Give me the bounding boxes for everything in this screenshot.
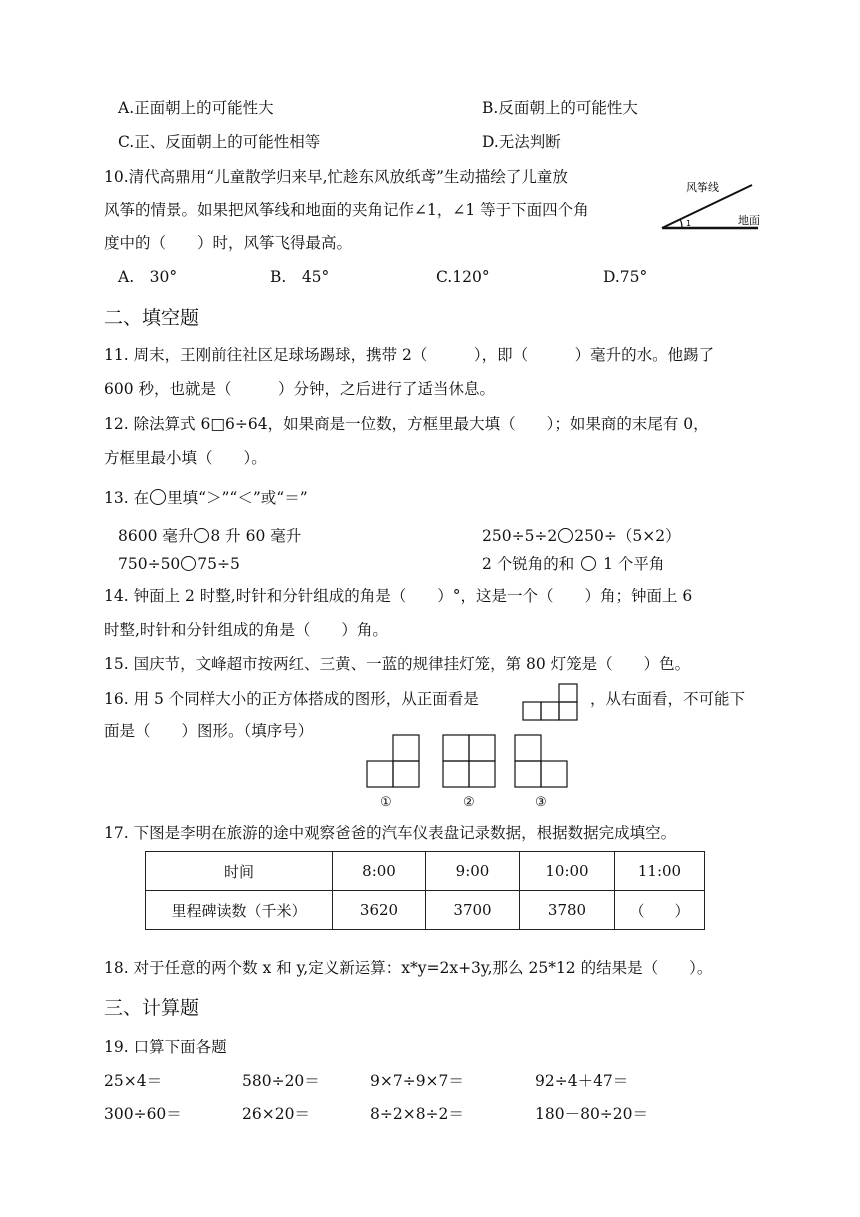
q15-line1: 15. 国庆节，文峰超市按两红、三黄、一蓝的规律挂灯笼，第 80 灯笼是（ ）色。 xyxy=(104,655,691,673)
table-row xyxy=(146,852,705,891)
q11-line1: 11. 周末，王刚前往社区足球场踢球，携带 2（ ），即（ ）毫升的水。他踢了 xyxy=(104,346,715,364)
q10-line3: 度中的（ ）时，风筝飞得最高。 xyxy=(104,234,353,252)
q14-line1: 14. 钟面上 2 时整,时针和分针组成的角是（ ）°，这是一个（ ）角；钟面上 6 xyxy=(104,587,693,605)
option-3-figure xyxy=(514,733,572,791)
q19-r1-c1: 25×4＝ xyxy=(104,1072,163,1090)
table-header-cell: 8:00 xyxy=(333,852,426,891)
q10-option-d: D.75° xyxy=(603,268,648,286)
q11-line2: 600 秒，也就是（ ）分钟，之后进行了适当休息。 xyxy=(104,380,496,398)
ground-label: 地面 xyxy=(738,214,760,227)
kite-angle-figure xyxy=(660,175,770,235)
option-3-label: ③ xyxy=(535,795,547,810)
circle-icon xyxy=(558,528,573,543)
table-header-cell: 11:00 xyxy=(615,852,705,891)
q19-r2-c3: 8÷2×8÷2＝ xyxy=(370,1105,464,1123)
q19-r2-c2: 26×20＝ xyxy=(242,1105,310,1123)
q13-item-3: 750÷50 75÷5 xyxy=(118,555,240,573)
q12-line2: 方框里最小填（ ）。 xyxy=(104,449,267,467)
q16-line1b: ，从右面看，不可能下 xyxy=(590,690,746,708)
q17-line1: 17. 下图是李明在旅游的途中观察爸爸的汽车仪表盘记录数据，根据数据完成填空。 xyxy=(104,824,677,842)
q10-line1: 10.清代高鼎用“儿童散学归来早,忙趁东风放纸鸢”生动描绘了儿童放 xyxy=(104,168,568,186)
q19-r2-c4: 180－80÷20＝ xyxy=(535,1105,649,1123)
table-cell: 3700 xyxy=(426,891,520,930)
q19-r1-c2: 580÷20＝ xyxy=(242,1072,320,1090)
option-1-figure xyxy=(366,733,424,791)
table-header-cell: 9:00 xyxy=(426,852,520,891)
table-cell: 3780 xyxy=(520,891,615,930)
circle-icon xyxy=(150,489,166,505)
q18-line1: 18. 对于任意的两个数 x 和 y,定义新运算：x*y=2x+3y,那么 25*12 的结果是（ ）。 xyxy=(104,959,713,977)
odometer-table xyxy=(145,851,705,930)
q9-option-c: C.正、反面朝上的可能性相等 xyxy=(118,133,321,151)
circle-icon xyxy=(181,556,196,571)
table-row xyxy=(146,891,705,930)
section-2-title: 二、填空题 xyxy=(104,307,200,329)
q19-r2-c1: 300÷60＝ xyxy=(104,1105,182,1123)
section-3-title: 三、计算题 xyxy=(104,997,200,1019)
table-header-cell: 时间 xyxy=(146,852,333,891)
table-header-cell: 10:00 xyxy=(520,852,615,891)
q13-title: 13. 在 里填“＞”“＜”或“＝” xyxy=(104,489,308,507)
angle-1-label: 1 xyxy=(686,219,692,228)
q19-title: 19. 口算下面各题 xyxy=(104,1038,227,1056)
kite-line-label: 风筝线 xyxy=(686,181,719,194)
q14-line2: 时整,时针和分针组成的角是（ ）角。 xyxy=(104,621,388,639)
table-cell: （ ） xyxy=(615,891,705,930)
q13-item-1: 8600 毫升 8 升 60 毫升 xyxy=(118,527,302,545)
q13-item-4: 2 个锐角的和 1 个平角 xyxy=(482,555,665,573)
option-2-label: ② xyxy=(463,795,475,810)
q19-r1-c3: 9×7÷9×7＝ xyxy=(370,1072,464,1090)
table-cell: 里程碑读数（千米） xyxy=(146,891,333,930)
circle-icon xyxy=(581,556,596,571)
option-2-figure xyxy=(442,733,500,791)
option-1-label: ① xyxy=(380,795,392,810)
q9-option-b: B.反面朝上的可能性大 xyxy=(482,99,638,117)
q9-option-a: A.正面朝上的可能性大 xyxy=(118,99,274,117)
q9-option-d: D.无法判断 xyxy=(482,133,561,151)
front-view-figure xyxy=(522,683,580,721)
q16-line1a: 16. 用 5 个同样大小的正方体搭成的图形，从正面看是 xyxy=(104,690,479,708)
q10-option-a: A. 30° xyxy=(118,268,178,286)
circle-icon xyxy=(194,528,209,543)
q16-line2: 面是（ ）图形。（填序号） xyxy=(104,722,314,740)
table-cell: 3620 xyxy=(333,891,426,930)
q13-item-2: 250÷5÷2 250÷（5×2） xyxy=(482,527,681,545)
q10-option-b: B. 45° xyxy=(270,268,330,286)
q10-option-c: C.120° xyxy=(436,268,490,286)
q19-r1-c4: 92÷4＋47＝ xyxy=(535,1072,629,1090)
q10-line2: 风筝的情景。如果把风筝线和地面的夹角记作∠1，∠1 等于下面四个角 xyxy=(104,201,589,219)
q12-line1: 12. 除法算式 6□6÷64，如果商是一位数，方框里最大填（ ）；如果商的末尾有 0， xyxy=(104,415,709,433)
